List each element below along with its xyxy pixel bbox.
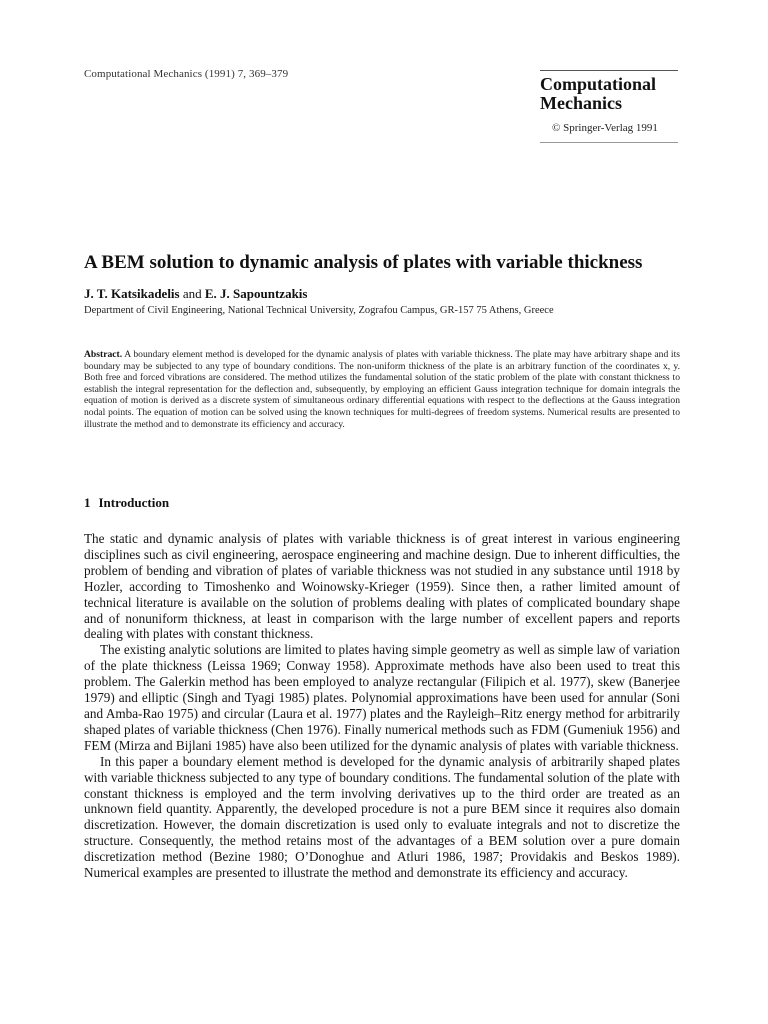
author-affiliation: Department of Civil Engineering, National Technical University, Zografou Campus, GR-157 75 Athens, Greece [84,305,554,316]
section-number: 1 [84,495,91,510]
abstract [84,349,680,430]
masthead-bottom-rule [540,142,678,143]
section-title: Introduction [98,495,170,510]
author-list [84,286,307,302]
journal-masthead [540,70,678,143]
journal-name-line1: Computational [540,74,657,94]
publisher-copyright: © Springer-Verlag 1991 [552,122,658,134]
author-name: J. T. Katsikadelis [84,286,180,301]
section-body [84,531,680,881]
body-paragraph: In this paper a boundary element method is developed for the dynamic analysis of arbitrarily shaped plates with variable thickness subjected to any type of boundary conditions. The fundamental solution of the plate with constant thickness is employed and the term involving derivatives up to the third order are treated as an unknown field quantity. Apparently, the developed procedure is not a pure BEM since it requires also domain discretization. However, the domain discretization is used only to evaluate integrals and not to discretize the structure. Consequently, the method retains most of the advantages of a BEM solution over a pure domain discretization method (Bezine 1980; O’Donoghue and Atluri 1986, 1987; Providakis and Beskos 1989). Numerical examples are presented to illustrate the method and demonstrate its efficiency and accuracy. [84,753,680,881]
masthead-top-rule [540,70,678,71]
body-paragraph: The static and dynamic analysis of plates with variable thickness is of great interest in various engineering disciplines such as civil engineering, aerospace engineering and machine design. Due to inherent difficulties, the problem of bending and vibration of plates of variable thickness was not studied in any substance until 1918 by Hozler, according to Timoshenko and Woinowsky-Krieger (1959). Since then, a rather limited amount of technical literature is available on the solution of problems dealing with plates of complicated boundary shape and of nonuniform thickness, at least in comparison with the large number of excellent papers and reports dealing with plates with constant thickness. [84,531,680,642]
abstract-text: A boundary element method is developed for the dynamic analysis of plates with variable thickness. The plate may have arbitrary shape and its boundary may be subjected to any type of boundary conditions. The non-uniform thickness of the plate is an arbitrary function of the coordinates x, y. Both free and forced vibrations are considered. The method utilizes the fundamental solution of the static problem of the plate with constant thickness to establish the integral representation for the deflection and, subsequently, by employing an efficient Gauss integration technique for domain integrals the equation of motion is derived as a discrete system of simultaneous ordinary differential equations with respect to the deflections at the Gauss integration nodal points. The equation of motion can be solved using the known techniques for multi-degrees of freedom systems. Numerical results are presented to illustrate the method and to demonstrate its efficiency and accuracy. [84,349,680,430]
section-heading [84,495,169,511]
journal-citation: Computational Mechanics (1991) 7, 369–379 [84,68,289,80]
journal-name [540,75,678,113]
journal-name-line2: Mechanics [540,93,622,113]
author-conjunction: and [179,286,205,301]
author-name: E. J. Sapountzakis [204,286,308,301]
paper-title: A BEM solution to dynamic analysis of plates with variable thickness [84,252,643,273]
body-paragraph: The existing analytic solutions are limited to plates having simple geometry as well as simple law of variation of the plate thickness (Leissa 1969; Conway 1958). Approximate methods have also been used to treat this problem. The Galerkin method has been employed to analyze rectangular (Filipich et al. 1977), skew (Banerjee 1979) and elliptic (Singh and Tyagi 1985) plates. Polynomial approximations have been used for annular (Soni and Amba-Rao 1975) and circular (Laura et al. 1977) plates and the Rayleigh–Ritz energy method for arbitrarily shaped plates of variable thickness (Chen 1976). Finally numerical methods such as FDM (Gumeniuk 1956) and FEM (Mirza and Bijlani 1985) have also been utilized for the dynamic analysis of plates with variable thickness. [84,642,680,753]
abstract-label: Abstract. [84,349,123,360]
